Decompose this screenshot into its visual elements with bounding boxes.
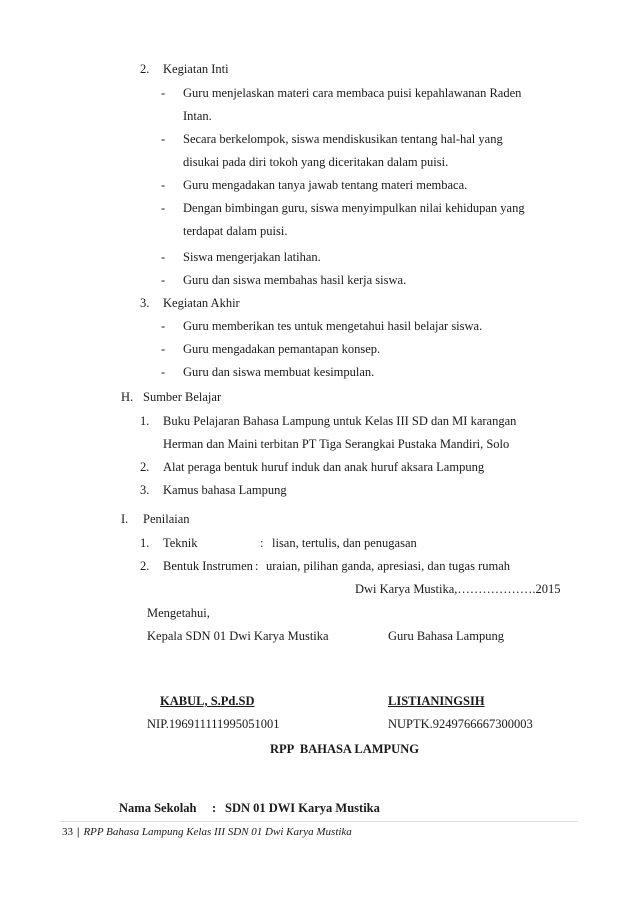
numbered-item-number: 3. — [140, 483, 150, 497]
kegiatan-inti-title: Kegiatan Inti — [163, 62, 229, 76]
numbered-item: Buku Pelajaran Bahasa Lampung untuk Kelas III SD dan MI karangan — [163, 414, 517, 428]
footer-divider — [60, 821, 578, 822]
list-item: Guru dan siswa membuat kesimpulan. — [183, 365, 375, 379]
kegiatan-akhir-number: 3. — [140, 296, 150, 310]
teacher-title: Guru Bahasa Lampung — [388, 629, 504, 643]
list-item: Secara berkelompok, siswa mendiskusikan tentang hal-hal yang — [183, 132, 503, 146]
numbered-item-continued: Herman dan Maini terbitan PT Tiga Serangkai Pustaka Mandiri, Solo — [163, 437, 510, 451]
list-item-continued: terdapat dalam puisi. — [183, 224, 288, 238]
penilaian-label: Teknik — [163, 536, 198, 550]
penilaian-value: lisan, tertulis, dan penugasan — [272, 536, 417, 550]
penilaian-separator: : — [255, 559, 259, 573]
list-item: Guru memberikan tes untuk mengetahui hasil belajar siswa. — [183, 319, 483, 333]
numbered-item-number: 2. — [140, 460, 150, 474]
numbered-item: Kamus bahasa Lampung — [163, 483, 287, 497]
numbered-item-number: 1. — [140, 414, 150, 428]
teacher-nuptk: NUPTK.9249766667300003 — [388, 717, 533, 731]
list-item: Guru mengadakan pemantapan konsep. — [183, 342, 381, 356]
list-item: Guru menjelaskan materi cara membaca puisi kepahlawanan Raden — [183, 86, 522, 100]
page-number: 33 — [62, 826, 73, 838]
kegiatan-akhir-title: Kegiatan Akhir — [163, 296, 240, 310]
principal-title: Kepala SDN 01 Dwi Karya Mustika — [147, 629, 329, 643]
list-bullet: - — [161, 273, 166, 287]
place-date: Dwi Karya Mustika,……………….2015 — [355, 582, 561, 596]
penilaian-value: uraian, pilihan ganda, apresiasi, dan tugas rumah — [266, 559, 511, 573]
principal-name: KABUL, S.Pd.SD — [160, 694, 255, 708]
list-item-continued: disukai pada diri tokoh yang diceritakan dalam puisi. — [183, 155, 449, 169]
numbered-item: Alat peraga bentuk huruf induk dan anak huruf aksara Lampung — [163, 460, 485, 474]
list-bullet: - — [161, 132, 166, 146]
page-footer — [62, 826, 352, 838]
section-title-sumber-belajar: Sumber Belajar — [143, 390, 222, 404]
penilaian-label: Bentuk Instrumen — [163, 559, 253, 573]
section-title-penilaian: Penilaian — [143, 512, 190, 526]
list-bullet: - — [161, 86, 166, 100]
numbered-item-number: 1. — [140, 536, 150, 550]
list-item: Siswa mengerjakan latihan. — [183, 250, 321, 264]
nama-sekolah-separator: : — [212, 801, 217, 815]
footer-separator: | — [77, 826, 80, 838]
kegiatan-inti-number: 2. — [140, 62, 150, 76]
list-bullet: - — [161, 365, 166, 379]
section-letter-h: H. — [121, 390, 134, 404]
list-item: Guru dan siswa membahas hasil kerja siswa. — [183, 273, 407, 287]
list-item-continued: Intan. — [183, 109, 212, 123]
list-bullet: - — [161, 250, 166, 264]
nama-sekolah-value: SDN 01 DWI Karya Mustika — [225, 801, 380, 815]
footer-title: RPP Bahasa Lampung Kelas III SDN 01 Dwi Karya Mustika — [83, 826, 352, 838]
list-item: Guru mengadakan tanya jawab tentang materi membaca. — [183, 178, 468, 192]
section-letter-i: I. — [121, 512, 129, 526]
penilaian-separator: : — [260, 536, 264, 550]
list-bullet: - — [161, 342, 166, 356]
nama-sekolah-label: Nama Sekolah — [119, 801, 197, 815]
principal-nip: NIP.196911111995051001 — [147, 717, 280, 731]
list-bullet: - — [161, 319, 166, 333]
numbered-item-number: 2. — [140, 559, 150, 573]
list-item: Dengan bimbingan guru, siswa menyimpulkan nilai kehidupan yang — [183, 201, 525, 215]
list-bullet: - — [161, 201, 166, 215]
mengetahui-label: Mengetahui, — [147, 606, 210, 620]
list-bullet: - — [161, 178, 166, 192]
rpp-heading: RPP BAHASA LAMPUNG — [270, 742, 419, 756]
teacher-name: LISTIANINGSIH — [388, 694, 485, 708]
